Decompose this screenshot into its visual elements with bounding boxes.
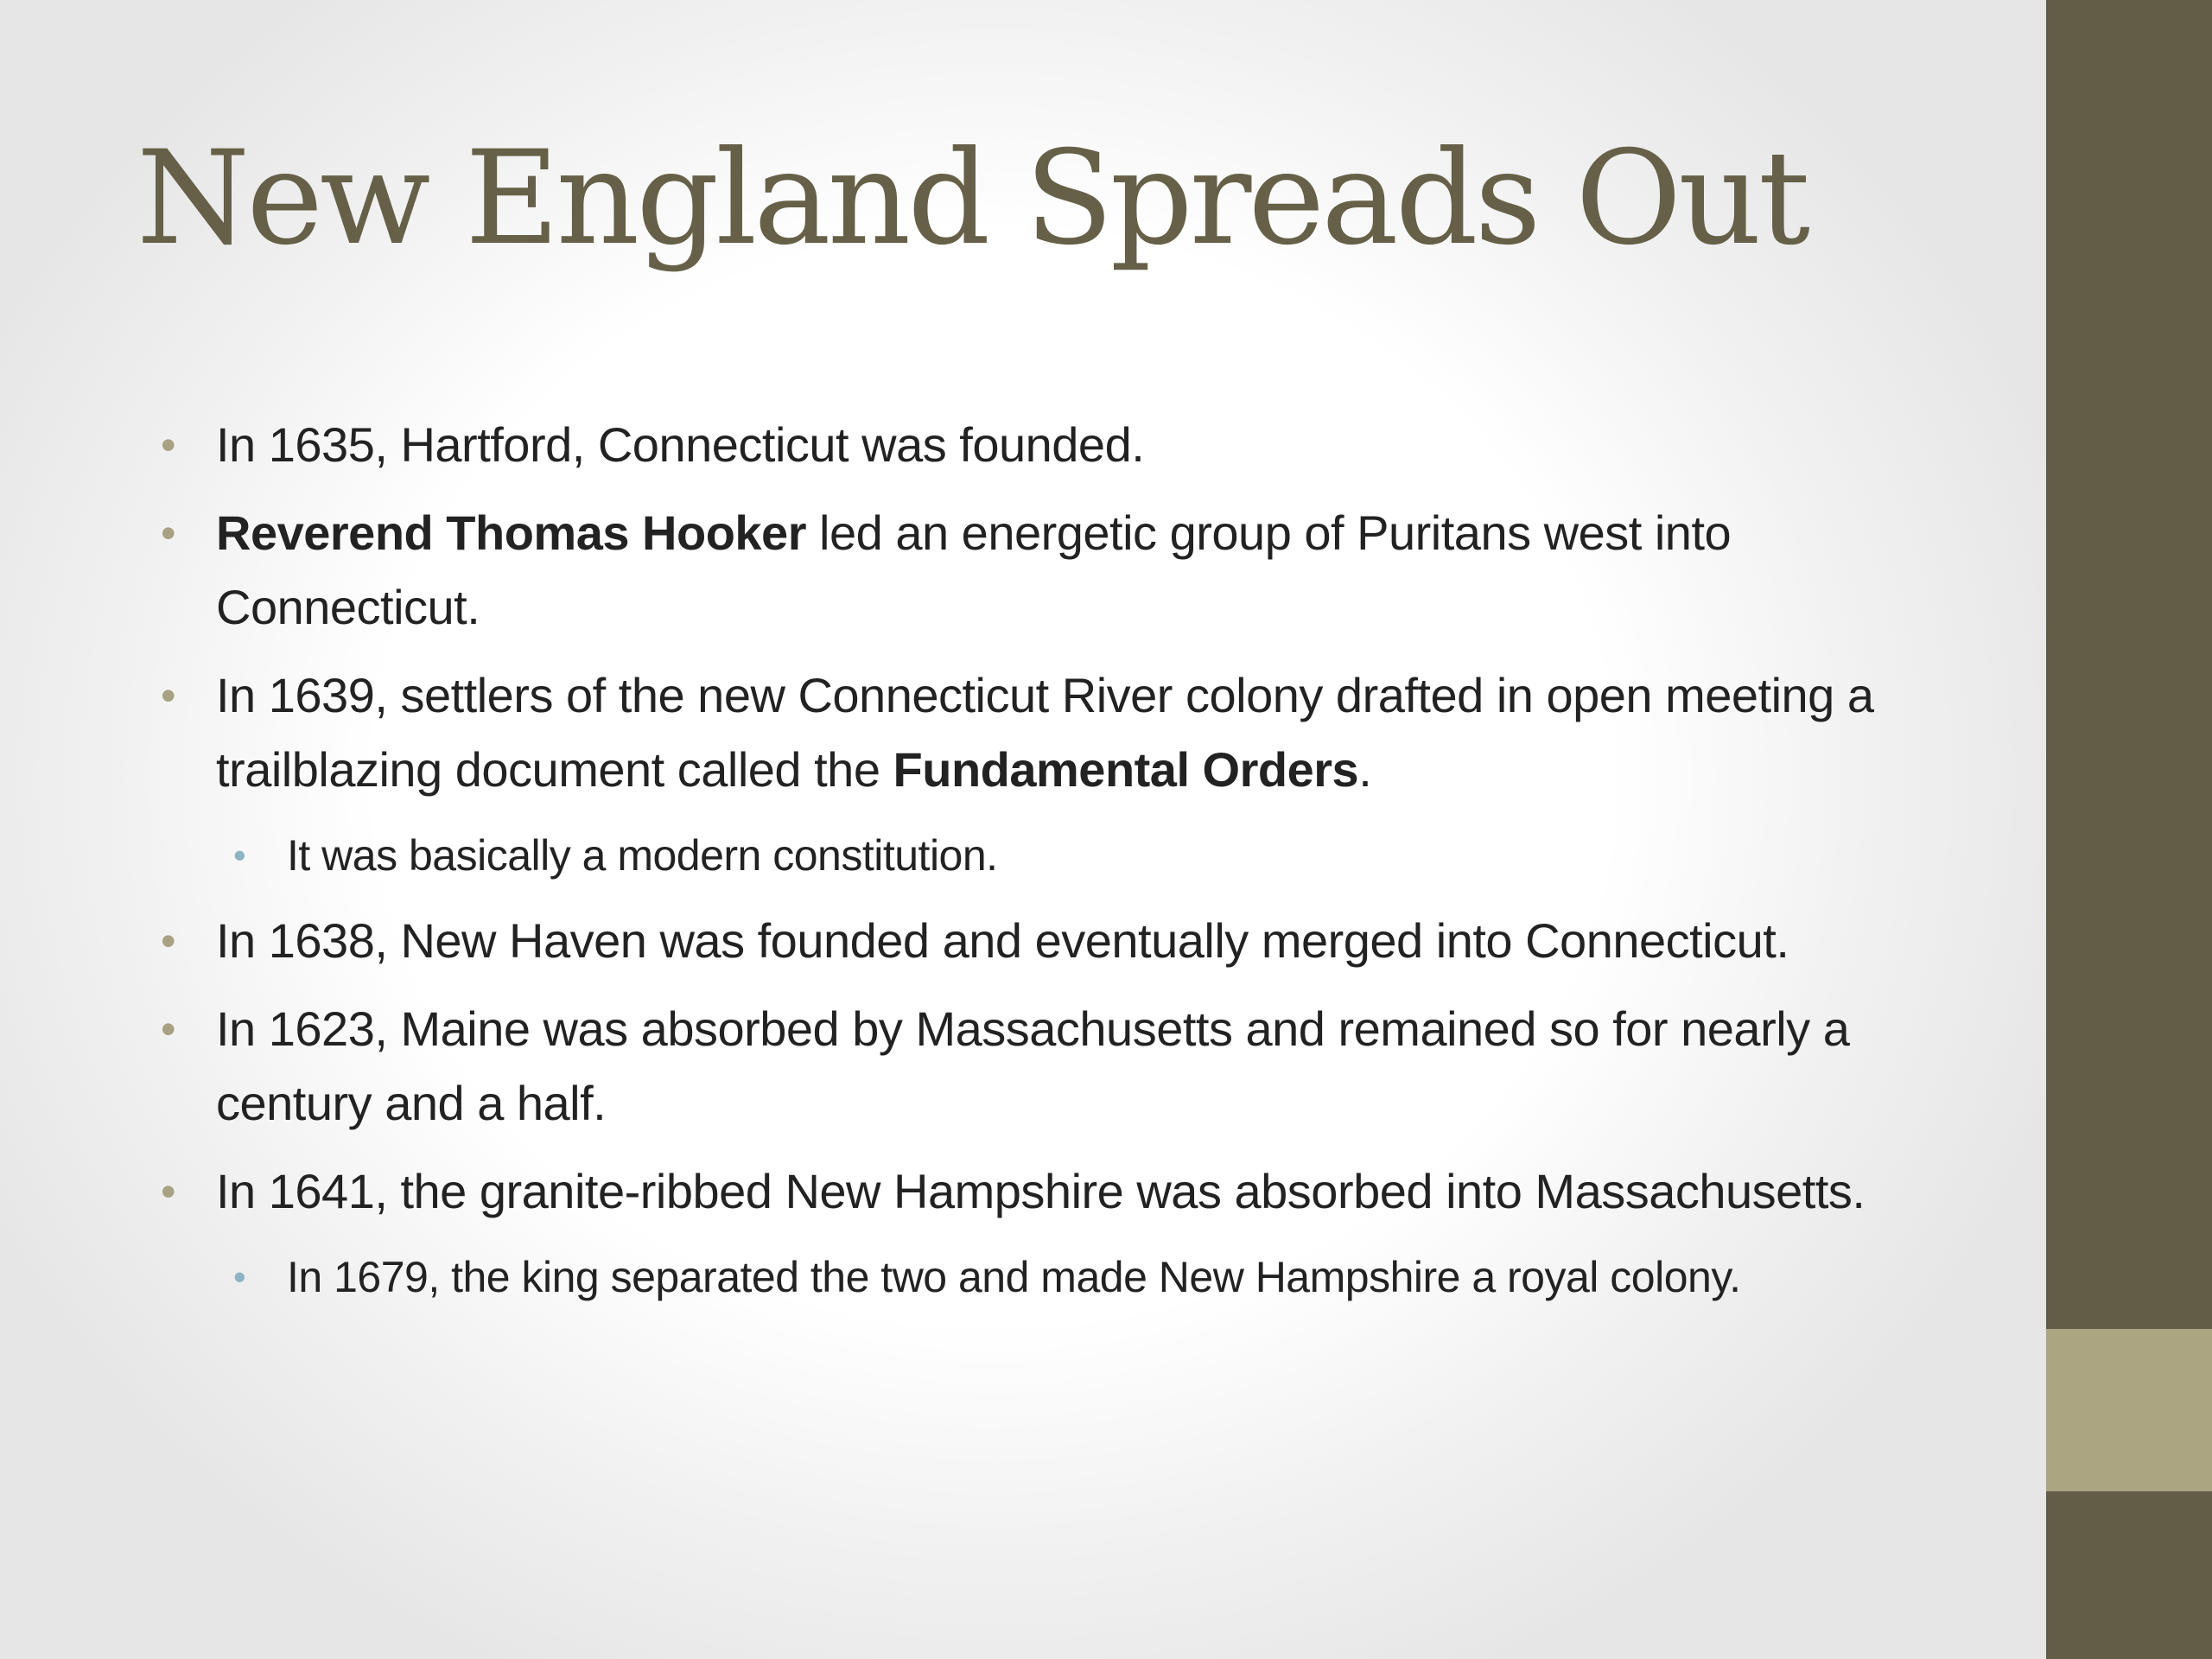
bullet-marker: • [161,509,176,557]
sub-bullet-marker: • [233,1256,246,1297]
bullet-item-2 [156,496,1961,645]
bullet-marker: • [161,1167,176,1216]
bullet-marker: • [161,421,176,469]
bullet-text: In 1679, the king separated the two and made New Hampshire a royal colony. [287,1253,1741,1301]
bullet-list [156,408,1961,1325]
bullet-text: In 1623, Maine was absorbed by Massachusetts and remained so for nearly a century and a half. [216,1001,1850,1130]
bullet-item-6 [156,1154,1961,1229]
bullet-text: It was basically a modern constitution. [287,831,998,880]
side-decorative-accent [2046,1329,2212,1491]
bullet-item-4 [156,904,1961,978]
sub-bullet-item-2 [156,1243,1961,1312]
bullet-bold-text: Fundamental Orders [893,742,1359,797]
bullet-text: In 1641, the granite-ribbed New Hampshire was absorbed into Massachusetts. [216,1164,1866,1218]
bullet-text-end: . [1358,742,1372,797]
bullet-text: In 1635, Hartford, Connecticut was founded. [216,417,1145,472]
sub-bullet-marker: • [233,835,246,875]
bullet-text: In 1638, New Haven was founded and eventually merged into Connecticut. [216,913,1789,968]
bullet-text: led an energetic group of Puritans west into Connecticut. [216,505,1732,634]
bullet-text: In 1639, settlers of the new Connecticut River colony drafted in open meeting a trailblazing document called the [216,668,1874,797]
bullet-bold-text: Reverend Thomas Hooker [216,505,806,560]
bullet-marker: • [161,1005,176,1053]
bullet-item-3 [156,658,1961,807]
bullet-marker: • [161,917,176,965]
bullet-marker: • [161,671,176,720]
bullet-item-1 [156,408,1961,482]
bullet-item-5 [156,992,1961,1141]
slide-title: New England Spreads Out [137,124,1808,274]
sub-bullet-item-1 [156,821,1961,890]
